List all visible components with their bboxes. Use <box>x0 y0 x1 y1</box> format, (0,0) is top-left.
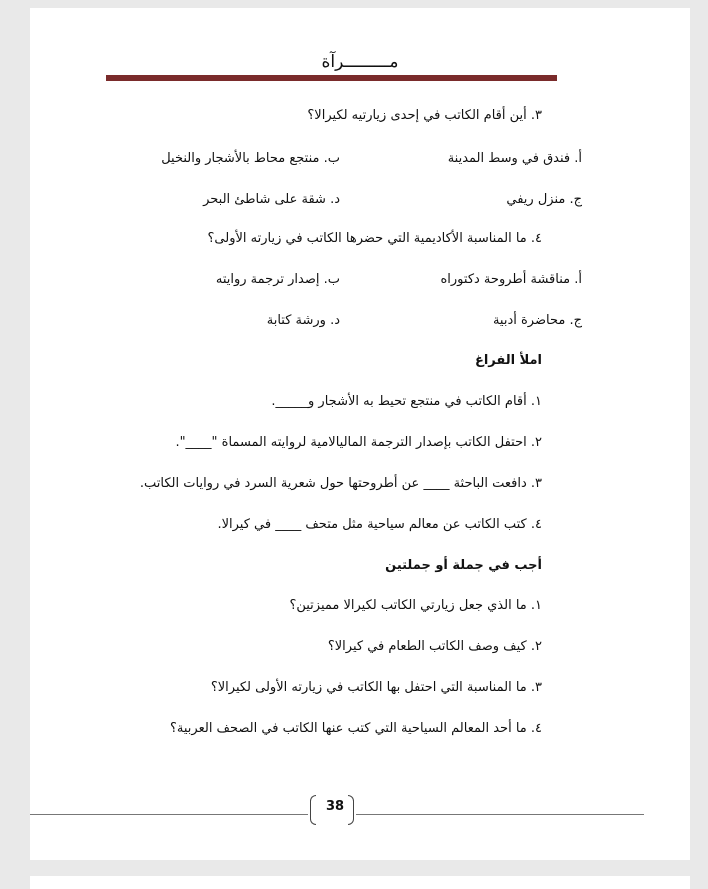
mcq-option: ب. منتجع محاط بالأشجار والنخيل <box>161 151 340 166</box>
header-title: مـــــــــرآة <box>321 52 399 72</box>
fill-blank-item: ٢. احتفل الكاتب بإصدار الترجمة الماليالامية لروايته المسماة "____". <box>175 435 542 450</box>
mcq-option: أ. فندق في وسط المدينة <box>447 151 582 166</box>
mcq-option: ب. إصدار ترجمة روايته <box>215 272 340 287</box>
short-answer-item: ٤. ما أحد المعالم السياحية التي كتب عنها الكاتب في الصحف العربية؟ <box>170 721 542 736</box>
mcq-option: أ. مناقشة أطروحة دكتوراه <box>440 272 582 287</box>
mcq-question: ٣. أين أقام الكاتب في إحدى زيارتيه لكيرالا؟ <box>307 108 542 123</box>
mcq-option: د. ورشة كتابة <box>266 313 340 328</box>
mcq-option: د. شقة على شاطئ البحر <box>203 192 340 207</box>
fill-blank-item: ٣. دافعت الباحثة ____ عن أطروحتها حول شعرية السرد في روايات الكاتب. <box>139 476 542 491</box>
short-answer-item: ٢. كيف وصف الكاتب الطعام في كيرالا؟ <box>327 639 542 654</box>
short-answer-item: ١. ما الذي جعل زيارتي الكاتب لكيرالا مميزتين؟ <box>289 598 542 613</box>
next-page-edge <box>30 876 690 889</box>
page-number: 38 <box>325 799 345 814</box>
fill-blank-item: ٤. كتب الكاتب عن معالم سياحية مثل متحف ____ في كيرالا. <box>217 517 542 532</box>
fill-blank-item: ١. أقام الكاتب في منتجع تحيط به الأشجار و_____. <box>271 394 542 409</box>
section-heading: املأ الفراغ <box>474 353 542 368</box>
mcq-option: ج. منزل ريفي <box>506 192 582 207</box>
document-page <box>30 8 690 860</box>
section-heading: أجب في جملة أو جملتين <box>385 558 542 573</box>
mcq-option: ج. محاضرة أدبية <box>492 313 582 328</box>
footer-rule-right <box>356 814 644 815</box>
short-answer-item: ٣. ما المناسبة التي احتفل بها الكاتب في زيارته الأولى لكيرالا؟ <box>210 680 542 695</box>
mcq-question: ٤. ما المناسبة الأكاديمية التي حضرها الكاتب في زيارته الأولى؟ <box>207 231 542 246</box>
footer-rule-left <box>30 814 308 815</box>
header-rule <box>106 75 557 81</box>
